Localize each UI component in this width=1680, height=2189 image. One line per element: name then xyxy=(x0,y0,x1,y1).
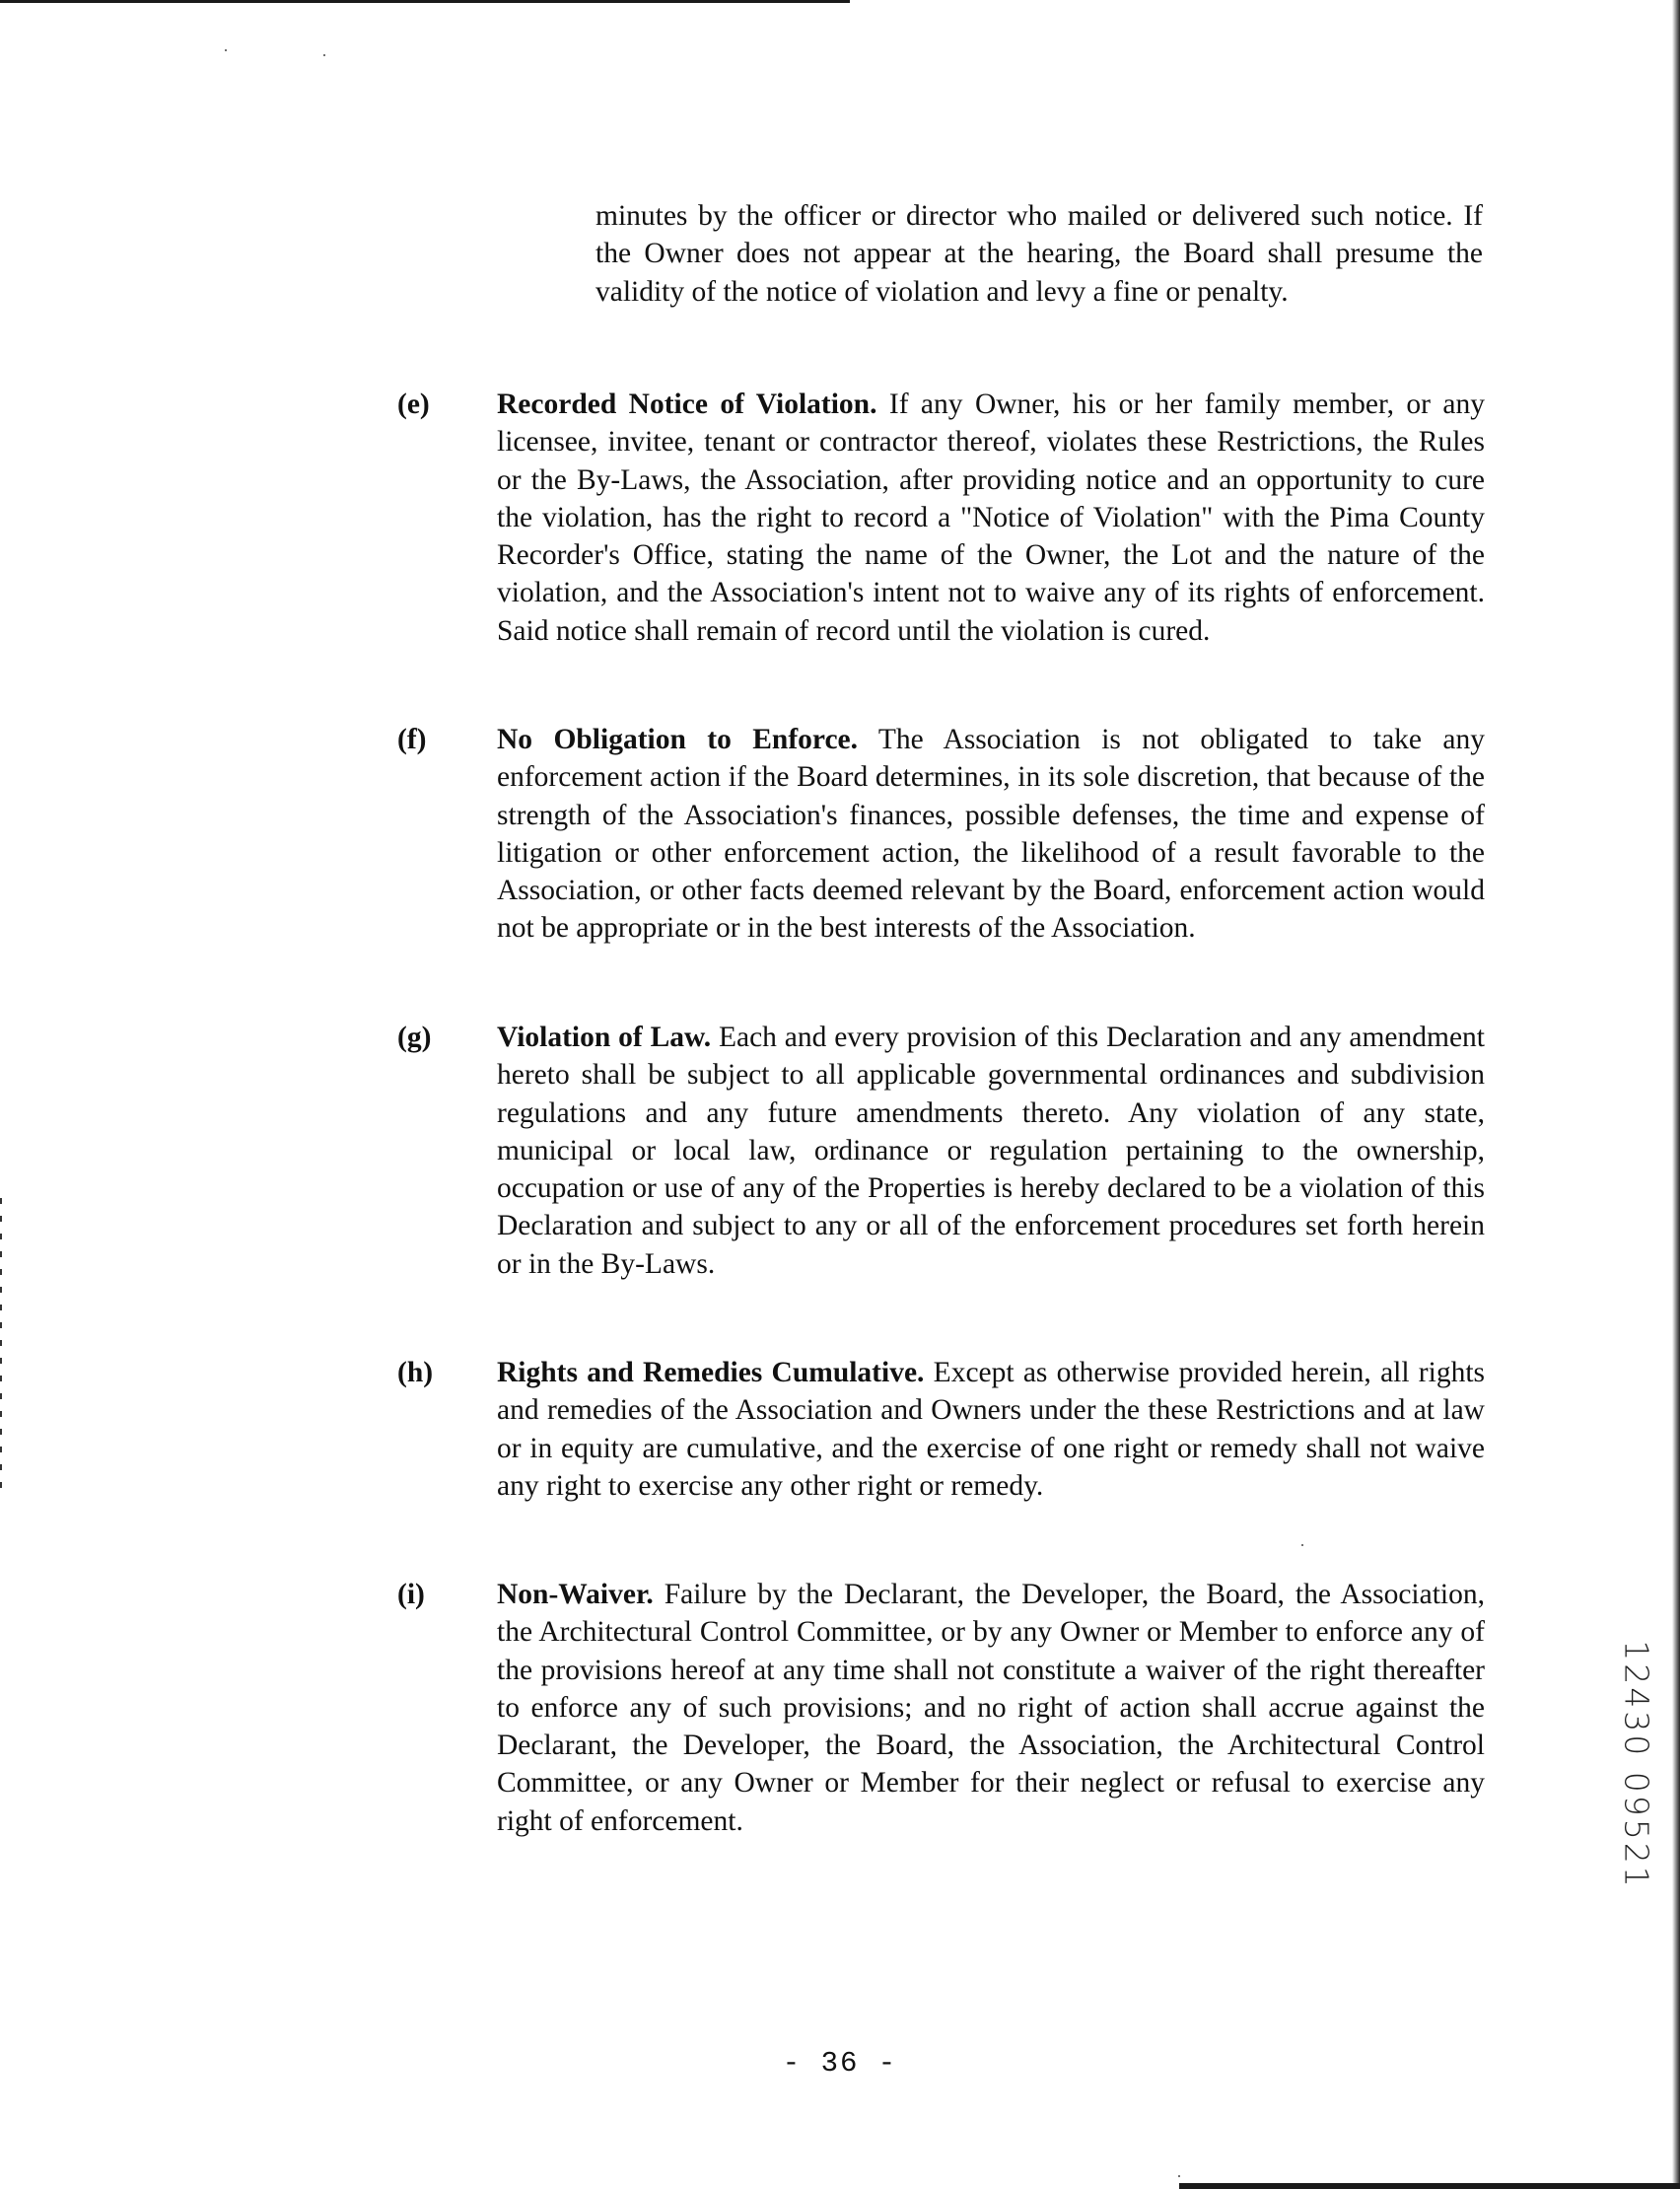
scan-speck xyxy=(1301,1544,1303,1546)
recording-stamp-number: 12430 09521 xyxy=(1617,1640,1656,1890)
scan-speck xyxy=(1178,2175,1180,2177)
item-e-text: If any Owner, his or her family member, or any licensee, invitee, tenant or contractor thereof, violates these Restrictions, the Rules or the By-Laws, the Association, after providing notice and an opportunity to cure the violation, has the right to record a "Notice of Violation" with the Pima County Recorder's Office, stating the name of the Owner, the Lot and the nature of the violation, and the Association's intent not to waive any of its rights of enforcement. Said notice shall remain of record until the violation is cured. xyxy=(497,388,1485,647)
item-i-text: Failure by the Declarant, the Developer, the Board, the Association, the Architectural Control Committee, or by any Owner or Member to enforce any of the provisions hereof at any time shall not constitute a waiver of the right thereafter to enforce any of such provisions; and no right of action shall accrue against the Declarant, the Developer, the Board, the Association, the Architectural Control Committee, or any Owner or Member for their neglect or refusal to exercise any right of enforcement. xyxy=(497,1579,1485,1837)
item-g-text: Each and every provision of this Declaration and any amendment hereto shall be subject to all applicable governmental ordinances and subdivision regulations and any future amendments thereto. Any violation of any state, municipal or local law, ordinance or regulation pertaining to the ownership, occupation or use of any of the Properties is hereby declared to be a violation of this Declaration and subject to any or all of the enforcement procedures set forth herein or in the By-Laws. xyxy=(497,1022,1485,1280)
item-f-title: No Obligation to Enforce. xyxy=(497,724,859,755)
item-h-text: Except as otherwise provided herein, all rights and remedies of the Association and Owners under the these Restrictions and at law or in equity are cumulative, and the exercise of one right or remedy shall not waive any right to exercise any other right or remedy. xyxy=(497,1357,1486,1502)
item-f-marker: (f) xyxy=(397,724,427,755)
item-g-paragraph xyxy=(497,1019,1485,1283)
scan-bottom-border xyxy=(1179,2183,1680,2189)
recording-stamp xyxy=(1607,1588,1666,1942)
item-h-title: Rights and Remedies Cumulative. xyxy=(497,1357,925,1388)
item-i-title: Non-Waiver. xyxy=(497,1579,654,1610)
scan-top-border xyxy=(0,0,850,3)
scan-left-dashes xyxy=(0,1198,2,1499)
scan-right-border xyxy=(1672,0,1680,2189)
scan-speck xyxy=(225,49,227,51)
item-e-title: Recorded Notice of Violation. xyxy=(497,388,877,420)
item-h-paragraph xyxy=(497,1354,1485,1505)
item-g-marker: (g) xyxy=(397,1022,432,1053)
page-number: - 36 - xyxy=(782,2047,898,2080)
item-e-marker: (e) xyxy=(397,388,430,420)
item-e-paragraph xyxy=(497,386,1485,650)
item-i-marker: (i) xyxy=(397,1579,425,1610)
item-i-paragraph xyxy=(497,1576,1485,1840)
item-g-title: Violation of Law. xyxy=(497,1022,712,1053)
item-f-paragraph xyxy=(497,721,1485,948)
continuation-paragraph: minutes by the officer or director who mailed or delivered such notice. If the Owner does not appear at the hearing, the Board shall presume the validity of the notice of violation and levy a fine or penalty. xyxy=(595,200,1483,308)
item-h-marker: (h) xyxy=(397,1357,434,1388)
scan-speck xyxy=(323,54,325,56)
item-f-text: The Association is not obligated to take any enforcement action if the Board determines, in its sole discretion, that because of the strength of the Association's finances, possible defenses, the time and expense of litigation or other enforcement action, the likelihood of a result favorable to the Association, or other facts deemed relevant by the Board, enforcement action would not be appropriate or in the best interests of the Association. xyxy=(497,724,1486,945)
